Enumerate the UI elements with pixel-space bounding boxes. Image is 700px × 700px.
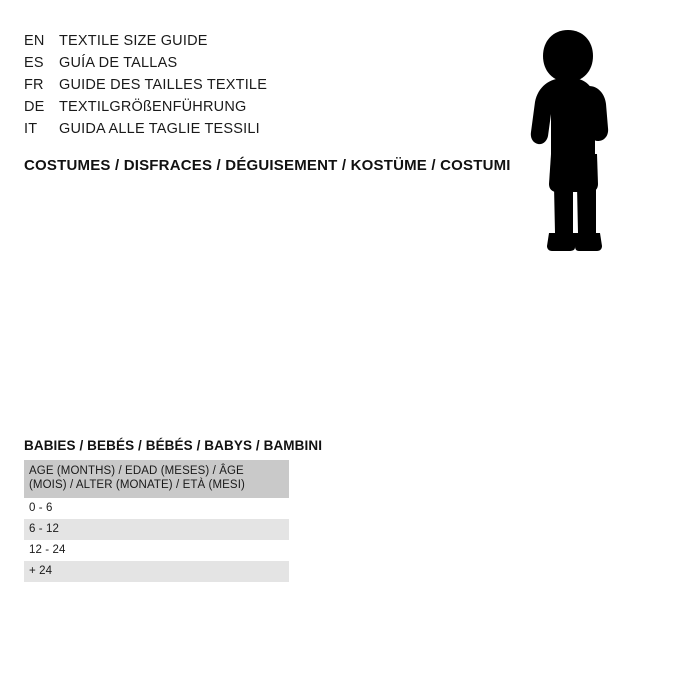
table-header-row	[24, 460, 289, 498]
language-code: ES	[24, 55, 44, 71]
language-row	[24, 121, 454, 143]
table-cell-age: 12 - 24	[24, 540, 289, 561]
language-row	[24, 77, 454, 99]
table-row	[24, 498, 289, 519]
language-code: FR	[24, 77, 44, 93]
language-list	[24, 33, 454, 143]
language-title: TEXTILE SIZE GUIDE	[59, 33, 208, 49]
language-title: TEXTILGRÖßENFÜHRUNG	[59, 99, 247, 115]
language-code: DE	[24, 99, 45, 115]
table-cell-age: + 24	[24, 561, 289, 582]
table-cell-age: 6 - 12	[24, 519, 289, 540]
table-row	[24, 540, 289, 561]
toddler-silhouette-icon	[505, 28, 635, 253]
language-row	[24, 33, 454, 55]
size-table	[24, 460, 289, 582]
table-row	[24, 519, 289, 540]
language-title: GUÍA DE TALLAS	[59, 55, 178, 71]
language-code: IT	[24, 121, 38, 137]
language-row	[24, 55, 454, 77]
size-table-section	[24, 438, 323, 582]
table-header-cell: AGE (MONTHS) / EDAD (MESES) / ÂGE (MOIS) / ALTER (MONATE) / ETÀ (MESI)	[24, 460, 289, 498]
size-table-title: BABIES / BEBÉS / BÉBÉS / BABYS / BAMBINI	[24, 438, 323, 453]
table-cell-age: 0 - 6	[24, 498, 289, 519]
table-row	[24, 561, 289, 582]
language-code: EN	[24, 33, 45, 49]
language-row	[24, 99, 454, 121]
language-title: GUIDA ALLE TAGLIE TESSILI	[59, 121, 260, 137]
category-heading: COSTUMES / DISFRACES / DÉGUISEMENT / KOSTÜME / COSTUMI	[24, 157, 511, 174]
language-title: GUIDE DES TAILLES TEXTILE	[59, 77, 268, 93]
